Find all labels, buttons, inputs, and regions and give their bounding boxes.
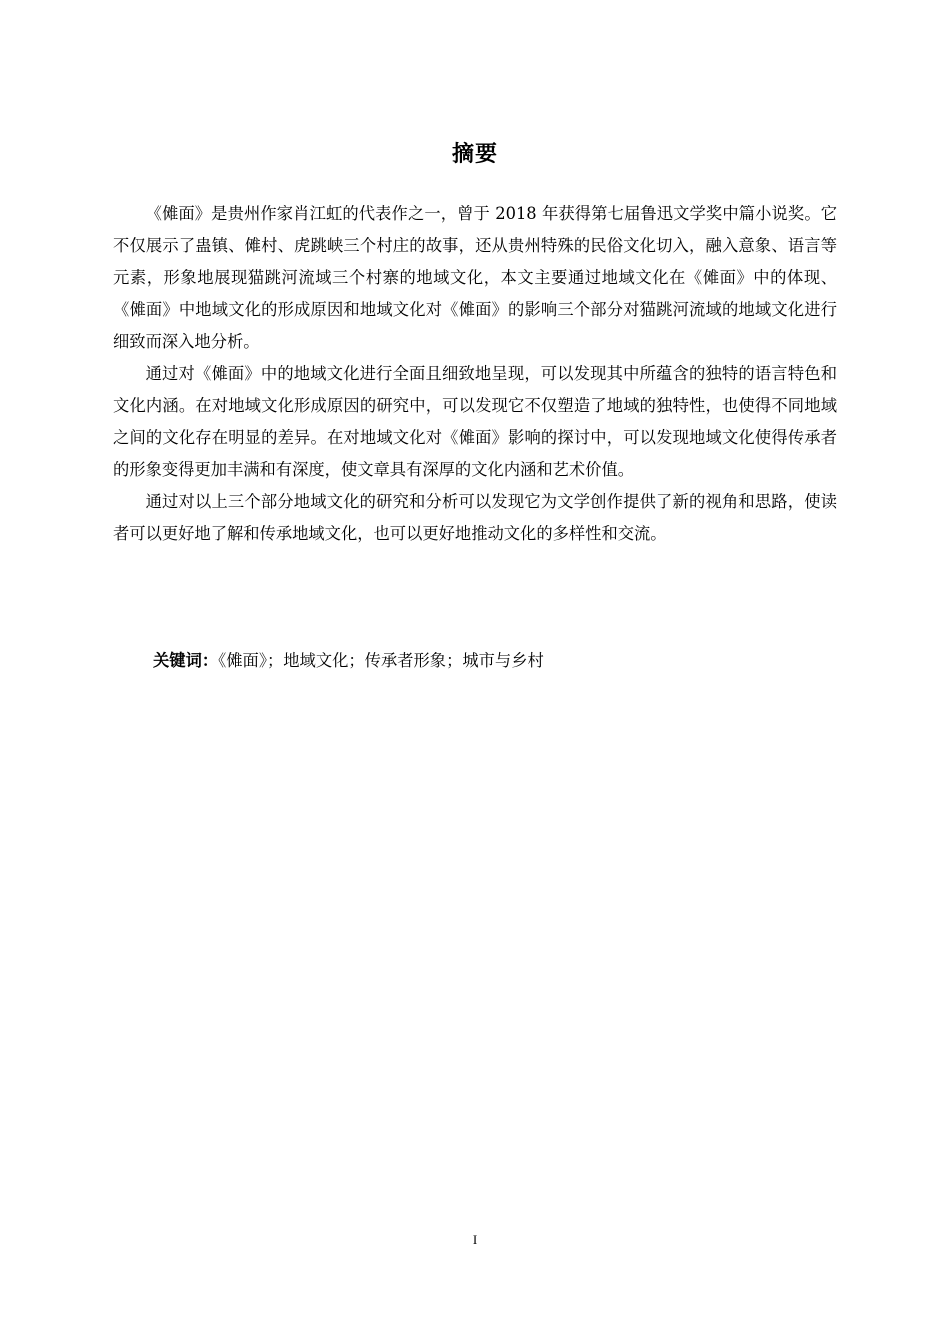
keywords-label: 关键词： [153, 651, 219, 670]
keywords-line [153, 645, 837, 677]
keywords-text: 《傩面》；地域文化；传承者形象；城市与乡村 [218, 651, 544, 670]
page-title: 摘要 [451, 142, 498, 167]
abstract-paragraph-2: 通过对《傩面》中的地域文化进行全面且细致地呈现，可以发现其中所蕴含的独特的语言特色和文化内涵。在对地域文化形成原因的研究中，可以发现它不仅塑造了地域的独特性，也使得不同地域之间的文化存在明显的差异。在对地域文化对《傩面》影响的探讨中，可以发现地域文化使得传承者的形象变得更加丰满和有深度，使文章具有深厚的文化内涵和艺术价值。 [113, 364, 837, 479]
page-number: I [472, 1232, 478, 1247]
abstract-body [113, 198, 837, 550]
abstract-paragraph-3: 通过对以上三个部分地域文化的研究和分析可以发现它为文学创作提供了新的视角和思路，使读者可以更好地了解和传承地域文化，也可以更好地推动文化的多样性和交流。 [113, 492, 837, 543]
abstract-paragraph-1: 《傩面》是贵州作家肖江虹的代表作之一，曾于 2018 年获得第七届鲁迅文学奖中篇小说奖。它不仅展示了蛊镇、傩村、虎跳峡三个村庄的故事，还从贵州特殊的民俗文化切入，融入意象、语言等元素，形象地展现猫跳河流域三个村寨的地域文化，本文主要通过地域文化在《傩面》中的体现、《傩面》中地域文化的形成原因和地域文化对《傩面》的影响三个部分对猫跳河流域的地域文化进行细致而深入地分析。 [113, 204, 837, 351]
